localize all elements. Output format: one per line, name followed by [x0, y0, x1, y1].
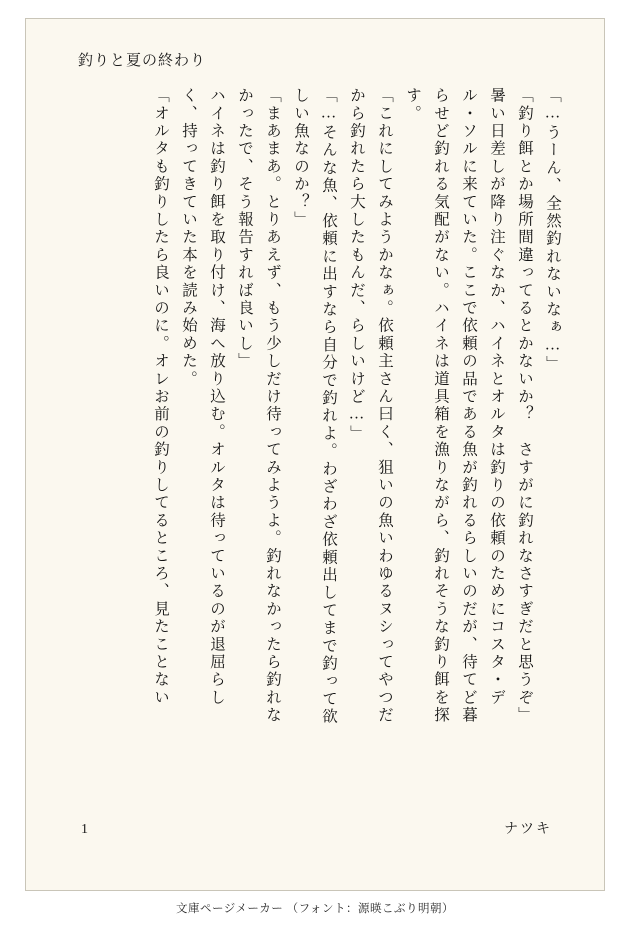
text-line: らせど釣れる気配がない。ハイネは道具箱を漁りながら、釣れそうな釣り餌を探: [432, 87, 449, 725]
text-line: す。: [404, 87, 421, 123]
text-line: 「…そんな魚、依頼に出すなら自分で釣れよ。わざわざ依頼出してまで釣って欲: [320, 87, 337, 726]
text-line: 暑い日差しが降り注ぐなか、ハイネとオルタは釣りの依頼のためにコスタ・デ: [488, 87, 505, 707]
text-line: 「…うーん、全然釣れないなぁ…」: [544, 87, 561, 374]
text-line: 「まあまあ。とりあえず、もう少しだけ待ってみようよ。釣れなかったら釣れな: [264, 87, 281, 725]
text-line: 「これにしてみようかなぁ。依頼主さん曰く、狙いの魚いわゆるヌシってやつだ: [376, 87, 393, 725]
paper-sheet: [25, 18, 605, 891]
page-title: 釣りと夏の終わり: [78, 53, 207, 69]
page-number: 1: [81, 822, 88, 837]
text-line: しい魚なのか？」: [292, 87, 309, 229]
text-line: 「オルタも釣りしたら良いのに。オレお前の釣りしてるところ、見たことない: [152, 87, 169, 707]
text-line: かったで、そう報告すれば良いし」: [236, 87, 253, 371]
text-line: ル・ソルに来ていた。ここで依頼の品である魚が釣れるらしいのだが、待てど暮: [460, 87, 477, 725]
author-name: ナツキ: [504, 822, 552, 837]
text-line: く、持ってきていた本を読み始めた。: [180, 87, 197, 388]
generator-caption: 文庫ページメーカー （フォント：源暎こぶり明朝）: [176, 903, 454, 915]
text-line: から釣れたら大したもんだ、らしいけど…」: [348, 87, 365, 443]
text-line: 「釣り餌とか場所間違ってるとかないか？ さすがに釣れなさすぎだと思うぞ」: [516, 87, 533, 725]
text-line: ハイネは釣り餌を取り付け、海へ放り込む。オルタは待っているのが退屈らし: [208, 87, 225, 707]
vertical-text-body: [66, 87, 566, 827]
